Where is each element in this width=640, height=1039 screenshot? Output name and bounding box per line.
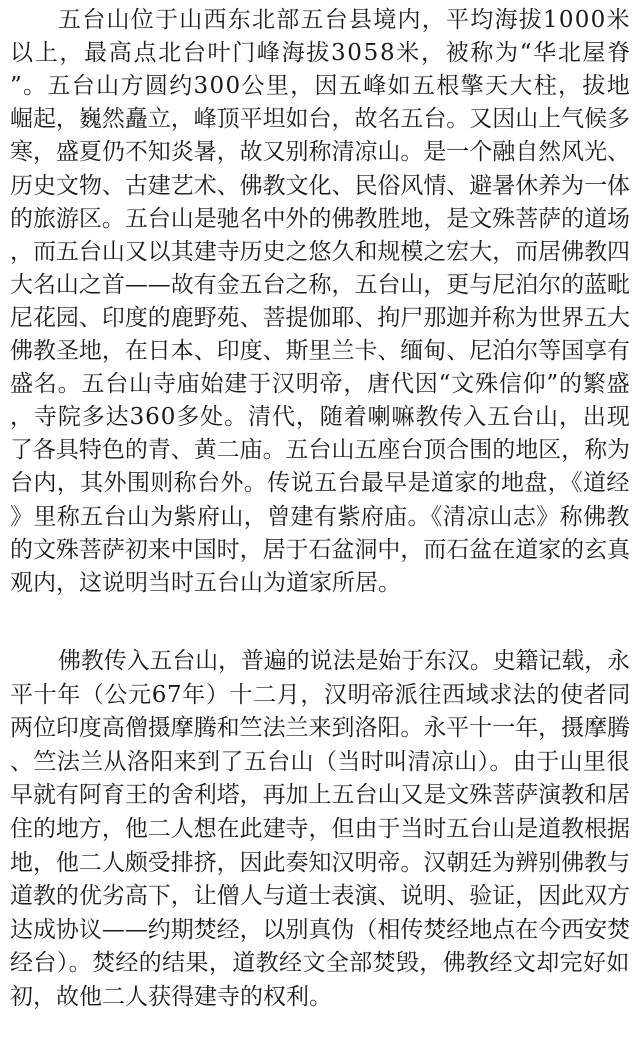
text-line: 》里称五台山为紫府山，曾建有紫府庙。《清凉山志》称佛教	[10, 503, 630, 530]
text-line: ”。五台山方圆约300公里，因五峰如五根擎天大柱，拔地	[10, 73, 632, 100]
text-line: 两位印度高僧摄摩腾和竺法兰来到洛阳。永平十一年，摄摩腾	[10, 715, 631, 742]
text-line: 盛名。五台山寺庙始建于汉明帝，唐代因“文殊信仰”的繁盛	[10, 371, 631, 398]
text-line: 寒，盛夏仍不知炎暑，故又别称清凉山。是一个融自然风光、	[10, 139, 631, 166]
text-line: 以上，最高点北台叶门峰海拔3058米，被称为“华北屋脊	[10, 40, 632, 67]
text-line: 佛教传入五台山，普遍的说法是始于东汉。史籍记载，永	[58, 648, 631, 674]
text-line: 达成协议——约期焚经，以别真伪（相传焚经地点在今西安焚	[10, 916, 631, 943]
text-line: 观内，这说明当时五台山为道家所居。	[10, 569, 401, 596]
text-line: 的文殊菩萨初来中国时，居于石盆洞中，而石盆在道家的玄真	[10, 536, 631, 563]
text-line: ，而五台山又以其建寺历史之悠久和规模之宏大，而居佛教四	[10, 238, 631, 265]
text-line: 历史文物、古建艺术、佛教文化、民俗风情、避暑休养为一体	[10, 172, 631, 199]
text-line: 尼花园、印度的鹿野苑、菩提伽耶、拘尸那迦并称为世界五大	[10, 304, 631, 331]
text-line: 地，他二人颇受排挤，因此奏知汉明帝。汉朝廷为辨别佛教与	[10, 849, 631, 876]
text-line: 大名山之首——故有金五台之称，五台山，更与尼泊尔的蓝毗	[10, 271, 631, 298]
text-line: 台内，其外围则称台外。传说五台最早是道家的地盘，《道经	[10, 470, 630, 497]
text-line: 的旅游区。五台山是驰名中外的佛教胜地，是文殊菩萨的道场	[10, 205, 631, 232]
text-line: 五台山位于山西东北部五台县境内，平均海拔1000米	[58, 7, 631, 33]
text-line: ，寺院多达360多处。清代，随着喇嘛教传入五台山，出现	[10, 404, 631, 431]
text-line: 经台）。焚经的结果，道教经文全部焚毁，佛教经文却完好如	[10, 950, 630, 977]
text-line: 、竺法兰从洛阳来到了五台山（当时叫清凉山）。由于山里很	[10, 748, 630, 775]
text-line: 早就有阿育王的舍利塔，再加上五台山又是文殊菩萨演教和居	[10, 782, 631, 809]
text-line: 住的地方，他二人想在此建寺，但由于当时五台山是道教根据	[10, 816, 631, 842]
text-line: 佛教圣地，在日本、印度、斯里兰卡、缅甸、尼泊尔等国享有	[10, 338, 631, 364]
text-line: 崛起，巍然矗立，峰顶平坦如台，故名五台。又因山上气候多	[10, 106, 631, 133]
text-line: 平十年（公元67年）十二月，汉明帝派往西域求法的使者同	[10, 681, 632, 708]
text-line: 了各具特色的青、黄二庙。五台山五座台顶合围的地区，称为	[10, 437, 631, 464]
text-line: 初，故他二人获得建寺的权利。	[10, 984, 332, 1010]
text-line: 道教的优劣高下，让僧人与道士表演、说明、验证，因此双方	[10, 883, 631, 910]
